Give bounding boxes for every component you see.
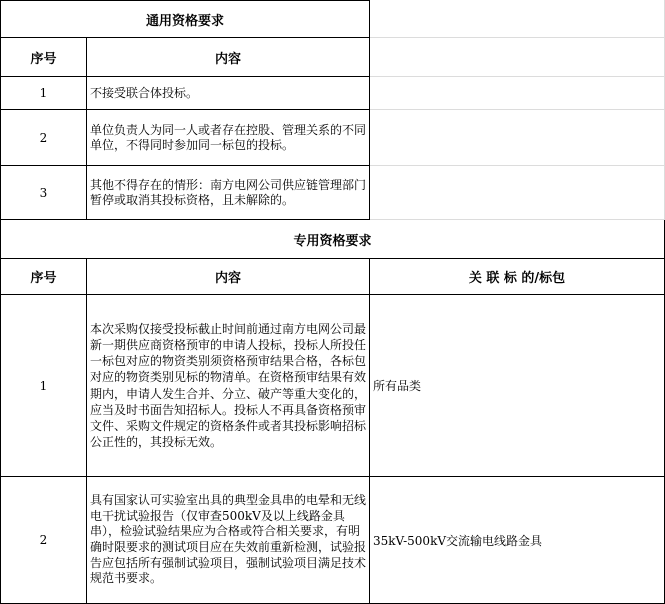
special-row-2-relation: 35kV-500kV交流输电线路金具 xyxy=(370,477,665,604)
general-row-2-no: 2 xyxy=(0,110,87,166)
general-section-title: 通用资格要求 xyxy=(0,0,370,38)
empty-grid-cell xyxy=(370,38,665,77)
general-row-2-content: 单位负责人为同一人或者存在控股、管理关系的不同单位，不得同时参加同一标包的投标。 xyxy=(87,110,370,166)
general-col-content-header: 内容 xyxy=(87,38,370,77)
empty-grid-cell xyxy=(370,0,665,38)
empty-grid-cell xyxy=(370,110,665,166)
special-section-title: 专用资格要求 xyxy=(0,220,665,259)
general-row-3-content: 其他不得存在的情形：南方电网公司供应链管理部门暂停或取消其投标资格，且未解除的。 xyxy=(87,166,370,220)
general-row-1-content: 不接受联合体投标。 xyxy=(87,77,370,110)
empty-grid-cell xyxy=(370,77,665,110)
special-row-1-no: 1 xyxy=(0,295,87,477)
special-col-relation-header: 关 联 标 的/标包 xyxy=(370,259,665,295)
special-row-1-content: 本次采购仅接受投标截止时间前通过南方电网公司最新一期供应商资格预审的申请人投标，投标人所投任一标包对应的物资类别须资格预审结果合格，各标包对应的物资类别见标的物清单。在资格预审结果有效期内，申请人发生合并、分立、破产等重大变化的，应当及时书面告知招标人。投标人不再具备资格预审文件、采购文件规定的资格条件或者其投标影响招标公正性的，其投标无效。 xyxy=(87,295,370,477)
general-row-1-no: 1 xyxy=(0,77,87,110)
special-col-content-header: 内容 xyxy=(87,259,370,295)
special-row-2-content: 具有国家认可实验室出具的典型金具串的电晕和无线电干扰试验报告（仅审查500kV及以上线路金具串），检验试验结果应为合格或符合相关要求，有明确时限要求的测试项目应在失效前重新检测，试验报告应包括所有强制试验项目，强制试验项目满足技术规范书要求。 xyxy=(87,477,370,604)
empty-grid-cell xyxy=(370,166,665,220)
general-row-3-no: 3 xyxy=(0,166,87,220)
special-row-1-relation: 所有品类 xyxy=(370,295,665,477)
special-row-2-no: 2 xyxy=(0,477,87,604)
special-col-no-header: 序号 xyxy=(0,259,87,295)
general-col-no-header: 序号 xyxy=(0,38,87,77)
